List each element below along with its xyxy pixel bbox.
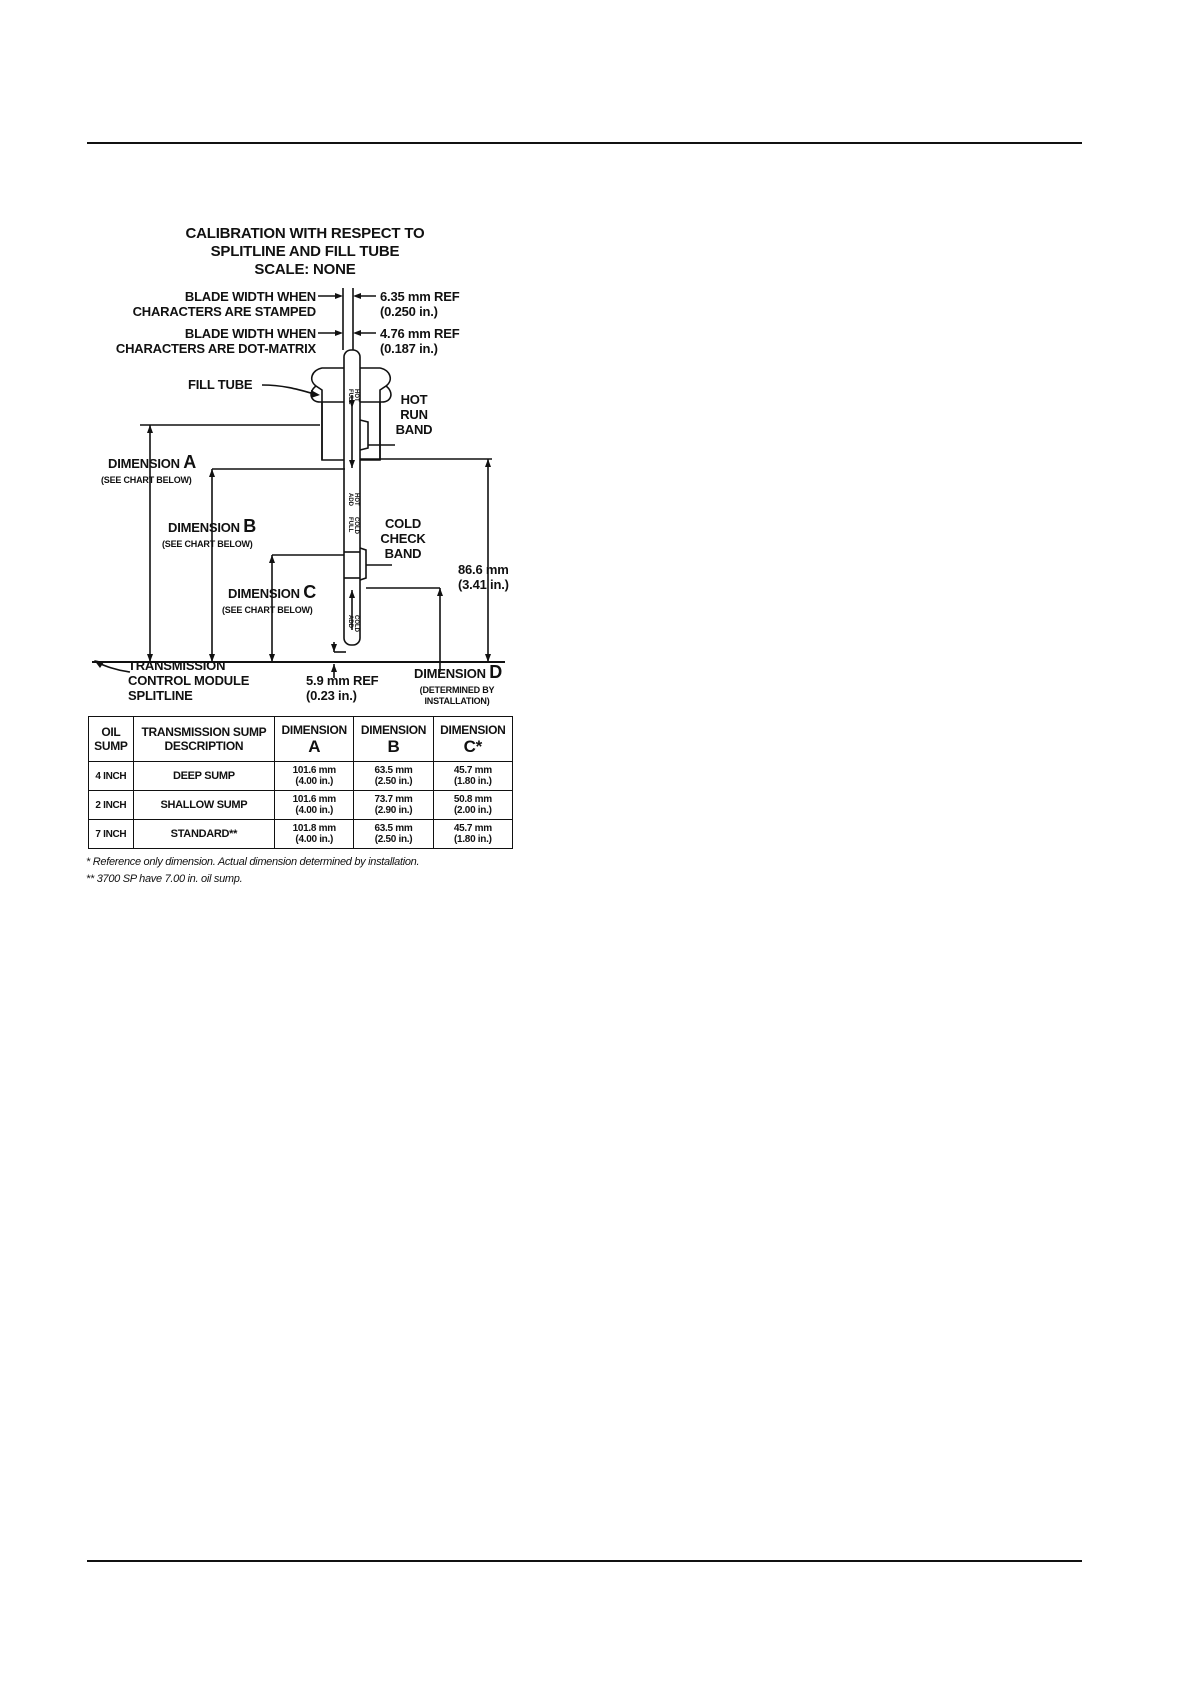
ref-dot-line-1: 4.76 mm REF [380, 326, 460, 341]
figure-title [170, 225, 440, 279]
dimension-a-label [108, 452, 197, 472]
dimension-d-letter: D [489, 662, 503, 682]
figure-title-line-2: SPLITLINE AND FILL TUBE [210, 243, 400, 260]
table-row [89, 820, 513, 849]
hot-run-band-label [392, 392, 436, 437]
header-dimension-c-letter: C* [463, 736, 482, 756]
cell-dimension-a [275, 791, 354, 820]
cell-dimension-c [433, 762, 512, 791]
cell-dimension-b [354, 762, 433, 791]
dimension-table [88, 716, 513, 849]
header-dimension-a-line-1: DIMENSION [281, 722, 347, 737]
ref-stamped-line-1: 6.35 mm REF [380, 289, 460, 304]
dimension-d-note-line-1: (DETERMINED BY [419, 685, 495, 695]
header-dimension-b [354, 717, 433, 762]
header-dimension-b-line-1: DIMENSION [360, 722, 427, 737]
cell-description: SHALLOW SUMP [133, 791, 274, 820]
blade-stamped-line-2: CHARACTERS ARE STAMPED [132, 304, 316, 319]
overall-dimension-label [458, 562, 509, 592]
ref-dot-label [380, 326, 459, 356]
ref-bottom-line-1: 5.9 mm REF [306, 673, 379, 688]
header-description-line-2: DESCRIPTION [164, 739, 244, 753]
dimension-c-letter: C [303, 582, 317, 602]
footnote-2: ** 3700 SP have 7.00 in. oil sump. [86, 873, 243, 885]
header-dimension-b-letter: B [387, 736, 400, 756]
hot-run-band-line-2: RUN [400, 407, 428, 422]
dimension-a-note: (SEE CHART BELOW) [101, 475, 192, 485]
cell-a-in: (4.00 in.) [295, 776, 333, 787]
header-dimension-a-letter: A [308, 736, 321, 756]
tube-mark-hot-add: HOT ADD [347, 493, 359, 506]
blade-stamped-label [110, 289, 316, 319]
cell-a-in: (4.00 in.) [295, 834, 333, 845]
cell-a-in: (4.00 in.) [295, 805, 333, 816]
table-header-row [89, 717, 513, 762]
cold-check-band-line-1: COLD [384, 516, 422, 531]
header-oil-sump-line-2: SUMP [94, 739, 128, 753]
cell-b-in: (2.50 in.) [374, 834, 413, 845]
ref-stamped-label [380, 289, 459, 319]
cell-c-in: (1.80 in.) [454, 834, 492, 845]
cell-c-in: (2.00 in.) [454, 805, 492, 816]
cell-a-mm: 101.6 mm [292, 765, 336, 776]
header-oil-sump [89, 717, 134, 762]
header-description-line-1: TRANSMISSION SUMP [141, 725, 267, 739]
dimension-b-word: DIMENSION [168, 520, 240, 535]
cell-c-mm: 45.7 mm [453, 823, 492, 834]
table-row [89, 791, 513, 820]
splitline-line-3: SPLITLINE [128, 688, 193, 703]
dimension-d-label [414, 662, 503, 682]
cell-c-mm: 45.7 mm [453, 765, 492, 776]
dimension-c-label [228, 582, 317, 602]
footer-rule [87, 1560, 1082, 1562]
hot-run-band-line-3: BAND [395, 422, 433, 437]
footnote-1: * Reference only dimension. Actual dimension determined by installation. [86, 856, 420, 868]
figure-title-line-1: CALIBRATION WITH RESPECT TO [185, 225, 425, 242]
ref-dot-line-2: (0.187 in.) [380, 341, 438, 356]
overall-line-1: 86.6 mm [458, 562, 509, 577]
dimension-a-word: DIMENSION [108, 456, 180, 471]
splitline-label [128, 658, 249, 703]
dimension-b-note: (SEE CHART BELOW) [162, 539, 253, 549]
dimension-a-letter: A [183, 452, 197, 472]
dimension-b-label [168, 516, 257, 536]
hot-run-band-mark [360, 420, 368, 450]
cell-b-mm: 73.7 mm [374, 794, 413, 805]
hot-run-band-line-1: HOT [400, 392, 428, 407]
ref-stamped-line-2: (0.250 in.) [380, 304, 438, 319]
cell-b-mm: 63.5 mm [374, 823, 413, 834]
cold-check-band-line-2: CHECK [380, 531, 426, 546]
cell-sump: 4 INCH [89, 762, 134, 791]
header-oil-sump-line-1: OIL [101, 725, 121, 739]
cell-dimension-b [354, 820, 433, 849]
cell-c-in: (1.80 in.) [454, 776, 492, 787]
table-row [89, 762, 513, 791]
cell-dimension-c [433, 820, 512, 849]
fill-tube-label: FILL TUBE [188, 377, 253, 392]
dimension-d-word: DIMENSION [414, 666, 486, 681]
cell-description: STANDARD** [133, 820, 274, 849]
cell-dimension-b [354, 791, 433, 820]
cold-check-band-mark [360, 548, 366, 580]
cell-dimension-a [275, 820, 354, 849]
header-dimension-c [433, 717, 512, 762]
dimension-d-note [412, 685, 502, 707]
blade-dot-line-1: BLADE WIDTH WHEN [184, 326, 316, 341]
dimension-c-word: DIMENSION [228, 586, 300, 601]
blade-stamped-line-1: BLADE WIDTH WHEN [184, 289, 316, 304]
cell-description: DEEP SUMP [133, 762, 274, 791]
header-description [133, 717, 274, 762]
cell-a-mm: 101.6 mm [292, 794, 336, 805]
cold-check-band-label [378, 516, 428, 561]
cell-sump: 2 INCH [89, 791, 134, 820]
ref-bottom-line-2: (0.23 in.) [306, 688, 357, 703]
tube-mark-hot-full: HOT FULL [347, 389, 359, 405]
cell-dimension-a [275, 762, 354, 791]
fill-tube-leader [262, 385, 318, 395]
blade-dot-line-2: CHARACTERS ARE DOT-MATRIX [115, 341, 316, 356]
header-dimension-a [275, 717, 354, 762]
ref-bottom-label [306, 673, 378, 703]
cell-sump: 7 INCH [89, 820, 134, 849]
cell-b-mm: 63.5 mm [374, 765, 413, 776]
cell-dimension-c [433, 791, 512, 820]
splitline-line-1: TRANSMISSION [128, 658, 226, 673]
overall-line-2: (3.41 in.) [458, 577, 509, 592]
figure-title-line-3: SCALE: NONE [254, 261, 356, 278]
dimension-b-letter: B [243, 516, 257, 536]
blade-dot-label [90, 326, 316, 356]
cell-c-mm: 50.8 mm [453, 794, 492, 805]
cell-b-in: (2.50 in.) [374, 776, 413, 787]
cell-b-in: (2.90 in.) [374, 805, 413, 816]
tube-mark-cold-add: COLD ADD [347, 615, 359, 632]
header-dimension-c-line-1: DIMENSION [440, 722, 506, 737]
dimension-d-note-line-2: INSTALLATION) [424, 696, 490, 706]
cold-check-band-line-3: BAND [384, 546, 422, 561]
splitline-line-2: CONTROL MODULE [128, 673, 250, 688]
dimension-c-note: (SEE CHART BELOW) [222, 605, 313, 615]
cell-a-mm: 101.8 mm [292, 823, 336, 834]
tube-mark-cold-full: COLD FULL [347, 517, 359, 534]
